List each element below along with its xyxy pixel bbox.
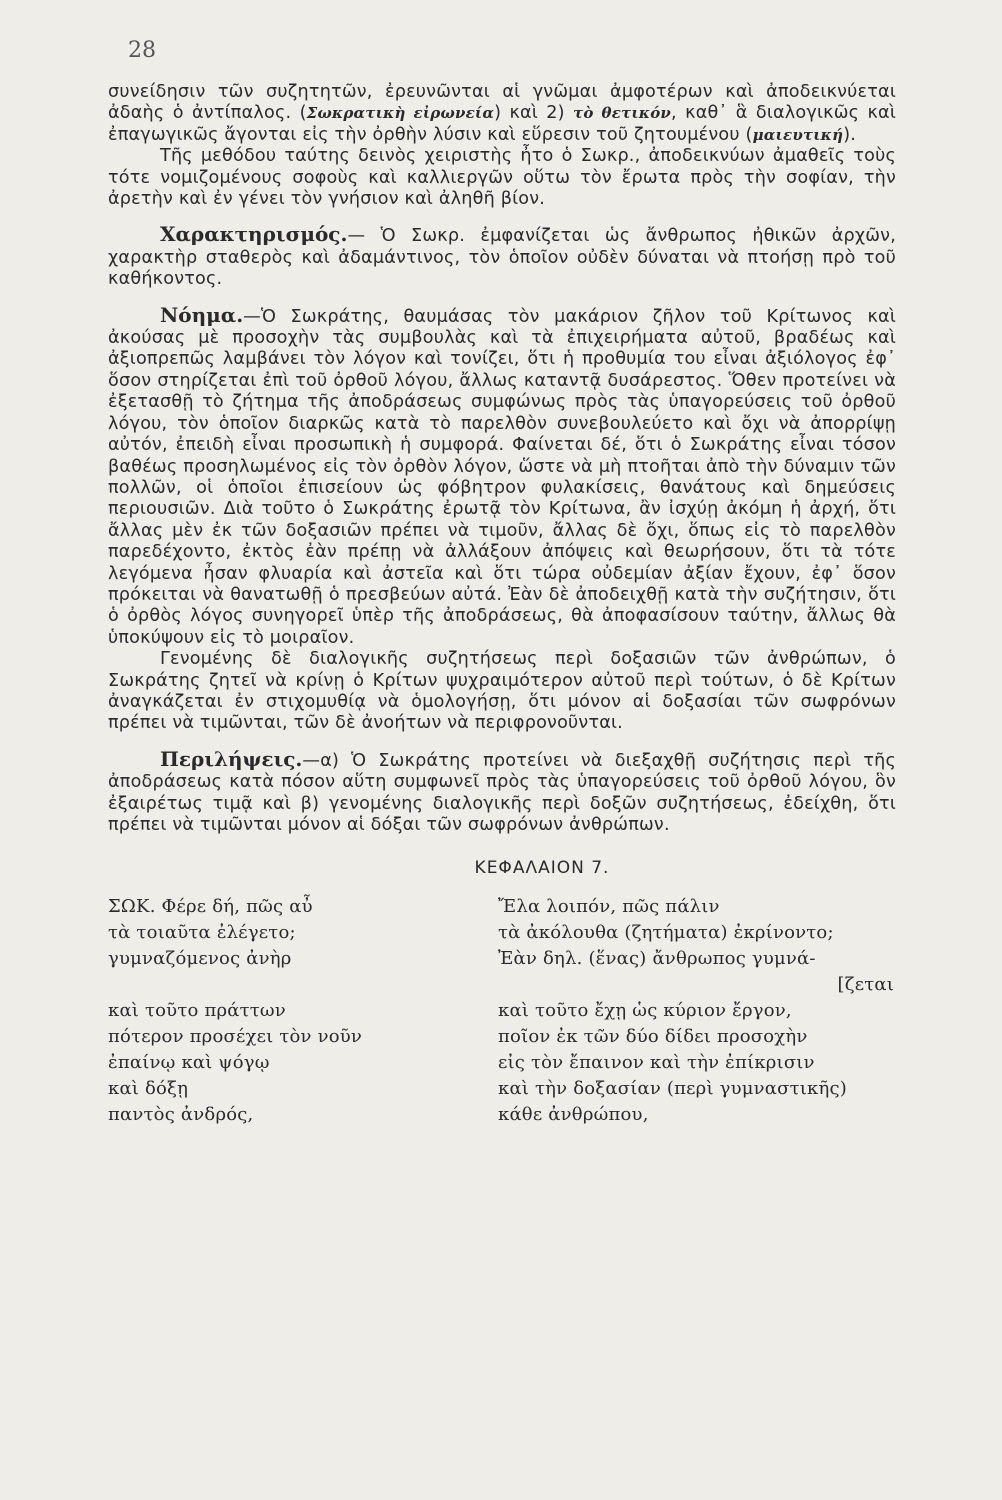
text-run: Τῆς μεθόδου ταύτης δεινὸς χειριστὴς ἦτο ὁ Σωκρ., ἀποδεικνύων ἀμαθεῖς τοὺς τότε νομιζομένους σοφοὺς καὶ καλλιεργῶν οὕτω τὸν ἔρωτα πρὸς τὴν σοφίαν, τὴν ἀρετὴν καὶ ἐν γένει τὸν γνήσιον καὶ ἀληθῆ βίον. bbox=[108, 146, 896, 210]
section-heading: Νόημα. bbox=[160, 302, 244, 327]
text-run: συνείδησιν τῶν συζητητῶν, ἐρευνῶνται αἱ γνῶμαι ἀμφοτέρων καὶ ἀποδεικνύεται ἀδαὴς ὁ ἀντίπαλος. ( bbox=[108, 82, 896, 124]
meaning-paragraph bbox=[108, 302, 896, 650]
dialogue-translation-line: Ἔλα λοιπόν, πῶς πάλιν bbox=[498, 895, 720, 917]
dialogue-greek-line: τὰ τοιαῦτα ἐλέγετο; bbox=[108, 921, 296, 943]
section-heading: Χαρακτηρισμός. bbox=[160, 222, 348, 247]
intro-paragraph bbox=[108, 82, 896, 146]
section-heading: Περιλήψεις. bbox=[160, 746, 303, 771]
emphasis-term: μαιευτική bbox=[752, 125, 844, 144]
emphasis-term: Σωκρατικὴ εἰρωνεία bbox=[306, 104, 495, 123]
dialogue-greek-line: καὶ τοῦτο πράττων bbox=[108, 999, 286, 1021]
method-paragraph bbox=[108, 146, 896, 210]
dialogue-table bbox=[108, 894, 896, 1128]
emphasis-term: τὸ θετικόν bbox=[573, 104, 672, 123]
dialogue-translation-line: καὶ τοῦτο ἔχῃ ὡς κύριον ἔργον, bbox=[498, 999, 792, 1021]
dialogue-translation-line: Ἐὰν δηλ. (ἕνας) ἄνθρωπος γυμνά- bbox=[498, 947, 816, 969]
dialogue-translation-line: καὶ τὴν δοξασίαν (περὶ γυμναστικῆς) bbox=[498, 1077, 847, 1099]
dialogue-greek-line: παντὸς ἀνδρός, bbox=[108, 1103, 254, 1125]
dialogue-translation-line: τὰ ἀκόλουθα (ζητήματα) ἐκρίνοντο; bbox=[498, 921, 834, 943]
text-run: —α) Ὁ Σωκράτης προτείνει νὰ διεξαχθῇ συζήτησις περὶ τῆς ἀποδράσεως κατὰ πόσον αὕτη συμφωνεῖ πρὸς τὰς ὑπαγορεύσεις τοῦ ὀρθοῦ λόγου, ὃν ἐξαιρέτως τιμᾷ καὶ β) γενομένης διαλογικῆς περὶ δοξῶν συζητήσεως, ἐδείχθη, ὅτι πρέπει νὰ τιμῶνται μόνον αἱ δόξαι τῶν σωφρόνων ἀνθρώπων. bbox=[108, 750, 896, 835]
dialogue-translation-line: [ζεται bbox=[837, 973, 894, 995]
dialogue-greek-line: πότερον προσέχει τὸν νοῦν bbox=[108, 1025, 363, 1047]
text-run: ). bbox=[843, 124, 857, 145]
meaning-continued-paragraph bbox=[108, 649, 896, 735]
text-run: — Ὁ Σωκρ. ἐμφανίζεται ὡς ἄνθρωπος ἠθικῶν ἀρχῶν, χαρακτὴρ σταθερὸς καὶ ἀδαμάντινος, τὸν ὁποῖον οὐδὲν δύναται νὰ πτοήσῃ πρὸ τοῦ καθήκοντος. bbox=[108, 226, 896, 290]
dialogue-greek-line bbox=[108, 972, 498, 998]
text-run: Γενομένης δὲ διαλογικῆς συζητήσεως περὶ δοξασιῶν τῶν ἀνθρώπων, ὁ Σωκράτης ζητεῖ νὰ κρίνῃ ὁ Κρίτων ψυχραιμότερον αὐτοῦ περὶ τούτων, ὁ δὲ Κρίτων ἀναγκάζεται ἐν στιχομυθίᾳ νὰ ὁμολογήσῃ, ὅτι μόνον αἱ δοξασίαι τῶν σωφρόνων πρέπει νὰ τιμῶνται, τῶν δὲ ἀνοήτων νὰ περιφρονοῦνται. bbox=[108, 649, 896, 734]
text-run: —Ὁ Σωκράτης, θαυμάσας τὸν μακάριον ζῆλον τοῦ Κρίτωνος καὶ ἀκούσας μὲ προσοχὴν τὰς συμβουλὰς καὶ τὰ ἐπιχειρήματα αὐτοῦ, βραδέως καὶ ἀξιοπρεπῶς λαμβάνει τὸν λόγον καὶ τονίζει, ὅτι ἡ προθυμία του εἶναι ἀξιόλογος ἐφ᾽ ὅσον στηρίζεται ἐπὶ τοῦ ὀρθοῦ λόγου, ἄλλως καταντᾷ δυσάρεστος. Ὅθεν προτείνει νὰ ἐξετασθῇ τὸ ζήτημα τῆς ἀποδράσεως συμφώνως πρὸς τὰς ὑπαγορεύσεις τοῦ ὀρθοῦ λόγου, τὸν ὁποῖον διαρκῶς κατὰ τὸ παρελθὸν συνεβουλεύετο καὶ ὄχι νὰ ἀπορρίψῃ αὐτόν, ἐπειδὴ εἶναι προσωπικὴ ἡ συμφορά. Φαίνεται δέ, ὅτι ὁ Σωκράτης εἶναι τόσον βαθέως προσηλωμένος εἰς τὸν ὀρθὸν λόγον, ὥστε νὰ μὴ πτοῆται ἀπὸ τὴν δύναμιν τῶν πολλῶν, οἱ ὁποῖοι ἐπισείουν ὡς φόβητρον φυλακίσεις, θανάτους καὶ δημεύσεις περιουσιῶν. Διὰ τοῦτο ὁ Σωκράτης ἐρωτᾷ τὸν Κρίτωνα, ἂν ἰσχύῃ ἀκόμη ἡ ἀρχή, ὅτι ἄλλας μὲν ἐκ τῶν δοξασιῶν πρέπει νὰ τιμοῦν, ἄλλας δὲ ὄχι, ὅπως εἰς τὸ παρελθὸν παρεδέχοντο, ἐκτὸς ἐὰν πρέπῃ νὰ ἀλλάξουν ἀπόψεις καὶ θεωρήσουν, ὅτι τὰ τότε λεγόμενα ἦσαν φλυαρία καὶ ἀστεῖα καὶ ὅτι τώρα οὐδεμίαν ἀξίαν ἔχουν, ἐφ᾽ ὅσον πρόκειται νὰ θανατωθῇ ὁ πρεσβεύων αὐτά. Ἐὰν δὲ ἀποδειχθῇ κατὰ τὴν συζήτησιν, ὅτι ὁ ὀρθὸς λόγος συνηγορεῖ ὑπὲρ τῆς ἀποδράσεως, θὰ ἀποφασίσουν ταύτην, ἄλλως θὰ ὑποκύψουν εἰς τὸ μοιραῖον. bbox=[108, 306, 896, 648]
characterization-paragraph bbox=[108, 224, 896, 290]
dialogue-greek-line: ἐπαίνῳ καὶ ψόγῳ bbox=[108, 1051, 270, 1073]
dialogue-translation-line: κάθε ἀνθρώπου, bbox=[498, 1103, 649, 1125]
commentary-section bbox=[108, 82, 896, 836]
dialogue-greek-line: ΣΩΚ. Φέρε δή, πῶς αὖ bbox=[108, 895, 313, 917]
summary-paragraph bbox=[108, 746, 896, 837]
dialogue-greek-line: καὶ δόξῃ bbox=[108, 1077, 189, 1099]
dialogue-translation-line: ποῖον ἐκ τῶν δύο δίδει προσοχὴν bbox=[498, 1025, 808, 1047]
text-run: , καθ᾽ ἃ διαλογικῶς καὶ ἐπαγωγικῶς ἄγονται εἰς τὴν ὀρθὴν λύσιν καὶ εὕρεσιν τοῦ ζητουμένου ( bbox=[108, 103, 896, 145]
body-text bbox=[108, 82, 896, 1128]
page-number: 28 bbox=[128, 38, 156, 63]
text-run: ) καὶ 2) bbox=[494, 103, 574, 124]
dialogue-translation-line: εἰς τὸν ἔπαινον καὶ τὴν ἐπίκρισιν bbox=[498, 1051, 815, 1073]
dialogue-greek-line: γυμναζόμενος ἀνὴρ bbox=[108, 947, 292, 969]
chapter-title: ΚΕΦΑΛΑΙΟΝ 7. bbox=[474, 858, 610, 879]
